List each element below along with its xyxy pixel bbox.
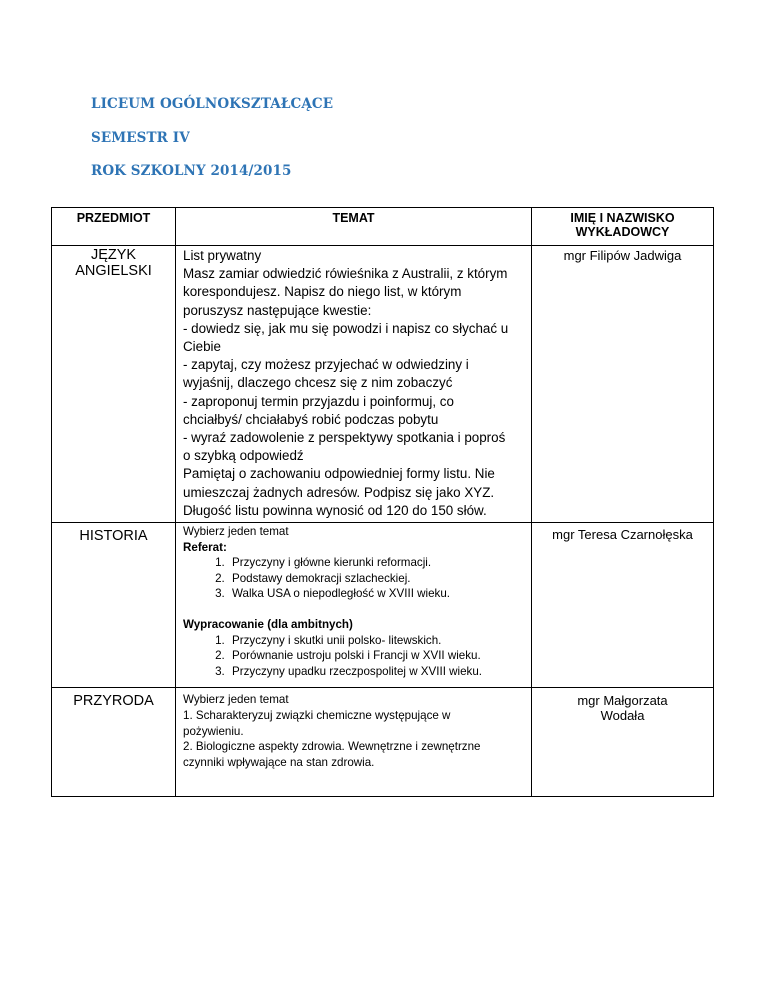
table-row-english xyxy=(52,246,714,523)
essay-list xyxy=(183,633,525,680)
list-item: 1. Przyczyny i główne kierunki reformacji. xyxy=(228,555,525,571)
topic-line: 2. Biologiczne aspekty zdrowia. Wewnętrzne i zewnętrzne xyxy=(183,740,481,754)
topic-line: - zaproponuj termin przyjazdu i poinformuj, co xyxy=(183,393,454,409)
curriculum-table xyxy=(51,207,714,797)
subject-english: JĘZYK ANGIELSKI xyxy=(52,246,176,523)
topic-line: umieszczaj żadnych adresów. Podpisz się jako XYZ. xyxy=(183,484,495,500)
teacher-history: mgr Teresa Czarnołęska xyxy=(532,523,714,688)
col-header-teacher-line2: WYKŁADOWCY xyxy=(575,225,670,239)
col-header-topic: TEMAT xyxy=(176,208,532,246)
topic-line: - zapytaj, czy możesz przyjechać w odwiedziny i xyxy=(183,357,469,373)
semester-label: SEMESTR IV xyxy=(91,130,190,146)
list-item: 3. Przyczyny upadku rzeczpospolitej w XVIII wieku. xyxy=(228,664,525,680)
teacher-nature xyxy=(532,688,714,797)
topic-line: czynniki wpływające na stan zdrowia. xyxy=(183,755,375,769)
col-header-teacher xyxy=(532,208,714,246)
topic-history xyxy=(176,523,532,688)
topic-line: - wyraź zadowolenie z perspektywy spotkania i poproś xyxy=(183,430,506,446)
topic-line: poruszysz następujące kwestie: xyxy=(183,302,372,318)
topic-line: wyjaśnij, dlaczego chcesz się z nim zobaczyć xyxy=(183,375,453,391)
topic-line: Masz zamiar odwiedzić rówieśnika z Australii, z którym xyxy=(183,266,508,282)
topic-line: List prywatny xyxy=(183,248,262,263)
referat-heading: Referat: xyxy=(183,540,227,554)
teacher-nature-line2: Wodała xyxy=(600,708,645,724)
topic-line: korespondujesz. Napisz do niego list, w którym xyxy=(183,284,462,300)
list-item: 2. Podstawy demokracji szlacheckiej. xyxy=(228,571,525,587)
essay-heading: Wypracowanie (dla ambitnych) xyxy=(183,618,353,632)
topic-intro: Wybierz jeden temat xyxy=(183,525,289,539)
topic-line: chciałbyś/ chciałabyś robić podczas pobytu xyxy=(183,411,439,427)
school-year-label: ROK SZKOLNY 2014/2015 xyxy=(91,163,292,179)
topic-line: Długość listu powinna wynosić od 120 do 150 słów. xyxy=(183,502,487,518)
school-name: LICEUM OGÓLNOKSZTAŁCĄCE xyxy=(91,96,334,112)
list-item: 2. Porównanie ustroju polski i Francji w XVII wieku. xyxy=(228,648,525,664)
topic-line: Ciebie xyxy=(183,339,221,355)
table-header-row xyxy=(52,208,714,246)
referat-list xyxy=(183,555,525,602)
topic-line: o szybką odpowiedź xyxy=(183,448,304,464)
topic-line: pożywieniu. xyxy=(183,724,244,738)
topic-line: Wybierz jeden temat xyxy=(183,693,289,707)
topic-nature xyxy=(176,688,532,797)
list-item: 3. Walka USA o niepodległość w XVIII wieku. xyxy=(228,586,525,602)
teacher-nature-line1: mgr Małgorzata xyxy=(577,693,668,709)
table-row-history xyxy=(52,523,714,688)
table-row-nature xyxy=(52,688,714,797)
topic-line: Pamiętaj o zachowaniu odpowiedniej formy listu. Nie xyxy=(183,466,495,482)
subject-history: HISTORIA xyxy=(52,523,176,688)
topic-line: 1. Scharakteryzuj związki chemiczne występujące w xyxy=(183,708,451,722)
topic-english xyxy=(176,246,532,523)
col-header-teacher-line1: IMIĘ I NAZWISKO xyxy=(570,211,675,225)
topic-line: - dowiedz się, jak mu się powodzi i napisz co słychać u xyxy=(183,320,509,336)
teacher-english: mgr Filipów Jadwiga xyxy=(532,246,714,523)
list-item: 1. Przyczyny i skutki unii polsko- litewskich. xyxy=(228,633,525,649)
subject-nature: PRZYRODA xyxy=(52,688,176,797)
col-header-subject: PRZEDMIOT xyxy=(52,208,176,246)
